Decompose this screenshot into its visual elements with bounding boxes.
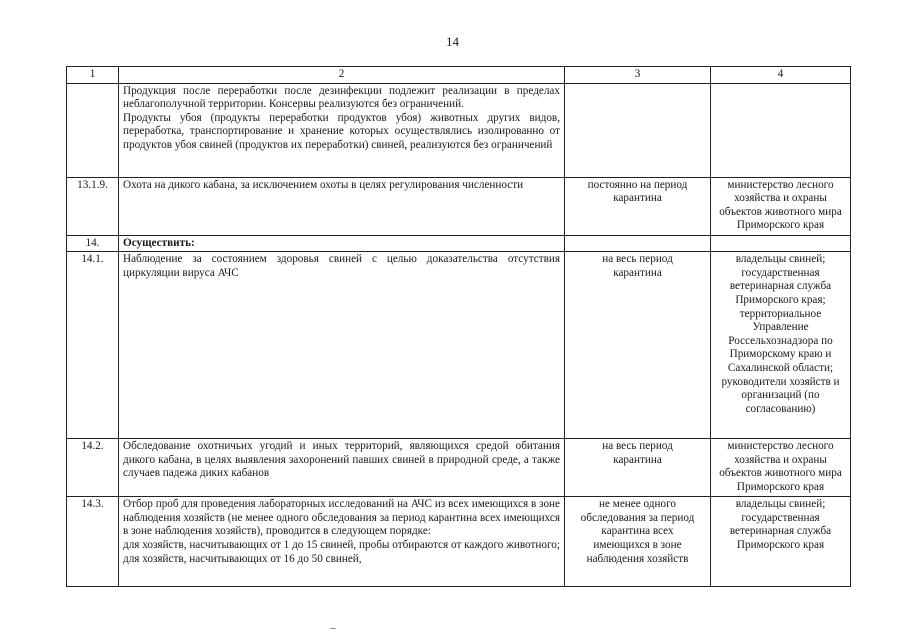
row-number: 14.2. (67, 439, 119, 497)
row-term (565, 235, 711, 252)
responsible-line: владельцы свиней; (735, 498, 826, 511)
row-responsible (711, 439, 851, 497)
responsible-line: Сахалинской области; (727, 361, 834, 374)
row-number: 14.3. (67, 497, 119, 587)
responsible-line: Приморскому краю и (729, 348, 832, 361)
row-description (119, 235, 565, 252)
description-paragraph: для хозяйств, насчитывающих от 1 до 15 свиней, пробы отбираются от каждого животного; для хозяйств, насчитывающих от 16 до 50 свиней, (123, 538, 560, 565)
responsible-line: согласованию) (745, 402, 816, 415)
responsible-line: министерство лесного (727, 178, 834, 191)
scan-mark (330, 628, 336, 629)
table-row (67, 439, 851, 497)
description-paragraph: Охота на дикого кабана, за исключением охоты в целях регулирования численности (123, 178, 524, 191)
description-paragraph: Осуществить: (123, 236, 195, 249)
measures-table (66, 66, 851, 587)
responsible-line: государственная (741, 511, 820, 524)
header-cell-1: 1 (67, 67, 119, 84)
responsible-line: Управление (752, 321, 809, 334)
row-term (565, 177, 711, 235)
table-row (67, 252, 851, 439)
row-number: 14.1. (67, 252, 119, 439)
row-responsible (711, 497, 851, 587)
row-description (119, 252, 565, 439)
term-line: постоянно на период (587, 178, 688, 191)
row-description (119, 497, 565, 587)
responsible-line: Приморского края (736, 219, 825, 232)
term-line: имеющихся в зоне (593, 538, 682, 551)
description-paragraph: Продукты убоя (продукты переработки продуктов убоя) животных других видов, переработка, транспортирование и хранение которых осуществлялись изолированно от продуктов убоя свиней (продуктов их переработки) свиней, реализуются без ограничений (123, 111, 560, 151)
responsible-line: руководители хозяйств и (721, 375, 840, 388)
table-row (67, 177, 851, 235)
row-number: 13.1.9. (67, 177, 119, 235)
responsible-line: государственная (741, 266, 820, 279)
row-responsible (711, 235, 851, 252)
row-responsible (711, 177, 851, 235)
term-line: на весь период (602, 440, 673, 453)
term-line: карантина (613, 453, 662, 466)
responsible-line: Россельхознадзора по (728, 334, 833, 347)
description-paragraph: Продукция после переработки после дезинфекции подлежит реализации в пределах неблагополучной территории. Консервы реализуются без ограничений. (123, 84, 560, 111)
description-paragraph: Наблюдение за состоянием здоровья свиней с целью доказательства отсутствия циркуляции вируса АЧС (123, 253, 560, 279)
header-cell-3: 3 (565, 67, 711, 84)
responsible-line: организаций (по (741, 389, 820, 402)
responsible-line: ветеринарная служба (729, 280, 832, 293)
responsible-line: ветеринарная служба (729, 525, 832, 538)
responsible-line: Приморского края (736, 480, 825, 493)
responsible-line: Приморского края (736, 538, 825, 551)
header-cell-4: 4 (711, 67, 851, 84)
row-term (565, 497, 711, 587)
responsible-line: территориальное (739, 307, 822, 320)
row-term (565, 439, 711, 497)
table-header-row (67, 67, 851, 84)
row-description (119, 177, 565, 235)
page-number: 14 (446, 34, 459, 49)
table-row (67, 497, 851, 587)
term-line: обследования за период (580, 511, 695, 524)
row-term (565, 83, 711, 177)
description-paragraph: Обследование охотничьих угодий и иных территорий, являющихся средой обитания дикого кабана, в целях выявления захоронений павших свиней в природной среде, а также случаев падежа диких кабанов (123, 440, 560, 480)
row-number (67, 83, 119, 177)
term-line: наблюдения хозяйств (586, 552, 689, 565)
row-number: 14. (67, 235, 119, 252)
row-responsible (711, 83, 851, 177)
term-line: на весь период (602, 253, 673, 266)
table-row (67, 235, 851, 252)
responsible-line: Приморского края; (735, 293, 826, 306)
responsible-line: хозяйства и охраны (734, 453, 827, 466)
row-responsible (711, 252, 851, 439)
responsible-line: владельцы свиней; (735, 253, 826, 266)
header-cell-2: 2 (119, 67, 565, 84)
term-line: карантина всех (601, 525, 674, 538)
term-line: карантина (613, 192, 662, 205)
responsible-line: объектов животного мира (719, 467, 842, 480)
term-line: карантина (613, 266, 662, 279)
responsible-line: министерство лесного (727, 440, 834, 453)
term-line: не менее одного (599, 498, 676, 511)
description-paragraph: Отбор проб для проведения лабораторных исследований на АЧС из всех имеющихся в зоне наблюдения хозяйств (не менее одного обследования за период карантина всех имеющихся в зоне наблюдения хозяйств), проводится в следующем порядке: (123, 498, 560, 538)
responsible-line: объектов животного мира (719, 205, 842, 218)
table-row (67, 83, 851, 177)
responsible-line: хозяйства и охраны (734, 192, 827, 205)
row-term (565, 252, 711, 439)
row-description (119, 83, 565, 177)
row-description (119, 439, 565, 497)
